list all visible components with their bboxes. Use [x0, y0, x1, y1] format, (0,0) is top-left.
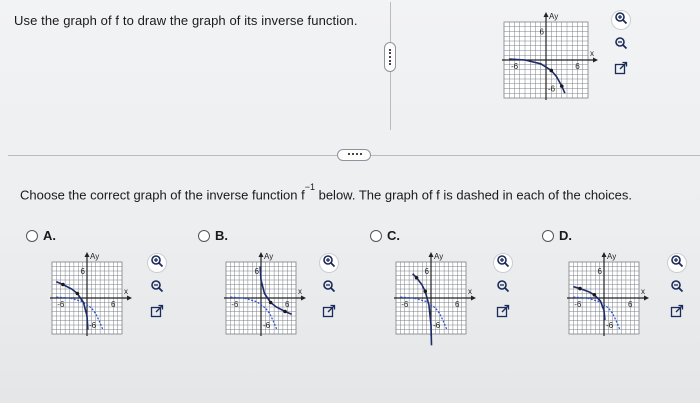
choice-b-zoom-out-button[interactable]	[320, 279, 338, 297]
tick-label-bottom: -6	[263, 321, 271, 330]
zoom-in-icon	[670, 254, 684, 273]
graph-point	[269, 301, 273, 305]
zoom-out-icon	[150, 279, 164, 298]
choice-b-tools	[320, 254, 338, 329]
tick-label-right: 6	[575, 62, 580, 71]
coordinate-grid	[222, 250, 312, 346]
x-axis-label: x	[468, 287, 472, 296]
choice-c-tools	[494, 254, 512, 329]
graph-point	[549, 69, 553, 73]
tick-label-top: 6	[597, 267, 602, 276]
zoom-in-icon	[150, 254, 164, 273]
choice-b[interactable]	[198, 228, 228, 243]
choice-a-label: A.	[43, 228, 56, 243]
tick-label-left: -6	[231, 300, 239, 309]
zoom-in-icon	[322, 254, 336, 273]
choice-d-graph	[565, 250, 655, 346]
zoom-out-button[interactable]	[612, 36, 630, 54]
graph-point	[593, 293, 597, 297]
graph-point	[61, 283, 65, 287]
choice-d-tools	[668, 254, 686, 329]
tick-label-left: -6	[57, 300, 65, 309]
main-graph-tools	[612, 11, 630, 86]
choice-c-zoom-in-button[interactable]	[494, 254, 512, 272]
y-axis-label: Ay	[90, 252, 100, 261]
choice-d-popout-button[interactable]	[668, 304, 686, 322]
tick-label-right: 6	[111, 300, 116, 309]
radio-c[interactable]	[370, 230, 382, 242]
horizontal-splitter-handle[interactable]	[337, 149, 371, 161]
y-axis-label: Ay	[264, 252, 274, 261]
zoom-in-icon	[496, 254, 510, 273]
choice-c-graph	[392, 250, 482, 346]
tick-label-bottom: -6	[89, 321, 97, 330]
instruction-suffix: below. The graph of f is dashed in each of the choices.	[314, 187, 633, 203]
vertical-splitter-handle[interactable]	[384, 42, 396, 72]
choice-a-popout-button[interactable]	[148, 304, 166, 322]
x-axis-label: x	[124, 287, 128, 296]
inverse-superscript: −1	[304, 182, 315, 192]
zoom-in-button[interactable]	[612, 11, 630, 29]
zoom-out-icon	[496, 279, 510, 298]
choice-c[interactable]	[370, 228, 400, 243]
choice-d[interactable]	[542, 228, 572, 243]
graph-point	[560, 84, 564, 88]
coordinate-grid	[392, 250, 482, 346]
choice-a-zoom-out-button[interactable]	[148, 279, 166, 297]
x-axis-label: x	[298, 287, 302, 296]
y-axis-label: Ay	[549, 12, 559, 21]
tick-label-top: 6	[254, 267, 259, 276]
graph-point	[423, 289, 427, 293]
choice-d-zoom-out-button[interactable]	[668, 279, 686, 297]
tick-label-right: 6	[455, 300, 460, 309]
choice-c-popout-button[interactable]	[494, 304, 512, 322]
choice-b-popout-button[interactable]	[320, 304, 338, 322]
tick-label-right: 6	[628, 300, 633, 309]
tick-label-right: 6	[285, 300, 290, 309]
y-axis-label: Ay	[607, 252, 617, 261]
zoom-out-icon	[322, 279, 336, 298]
popout-icon	[322, 304, 336, 323]
choice-b-zoom-in-button[interactable]	[320, 254, 338, 272]
choice-b-label: B.	[215, 228, 228, 243]
choice-a[interactable]	[26, 228, 56, 243]
main-graph	[500, 10, 604, 110]
radio-a[interactable]	[26, 230, 38, 242]
coordinate-grid	[565, 250, 655, 346]
popout-icon	[496, 304, 510, 323]
coordinate-grid	[500, 10, 604, 110]
popout-icon	[670, 304, 684, 323]
tick-label-top: 6	[80, 267, 85, 276]
choice-d-zoom-in-button[interactable]	[668, 254, 686, 272]
graph-point	[578, 287, 582, 291]
zoom-out-icon	[670, 279, 684, 298]
choice-d-label: D.	[559, 228, 572, 243]
popout-icon	[614, 61, 628, 80]
tick-label-bottom: -6	[433, 321, 441, 330]
choice-c-zoom-out-button[interactable]	[494, 279, 512, 297]
graph-point	[415, 276, 419, 280]
tick-label-left: -6	[401, 300, 409, 309]
zoom-out-icon	[614, 36, 628, 55]
tick-label-left: -6	[510, 62, 519, 71]
y-axis-label: Ay	[434, 252, 444, 261]
choice-a-zoom-in-button[interactable]	[148, 254, 166, 272]
choice-a-tools	[148, 254, 166, 329]
coordinate-grid	[48, 250, 138, 346]
x-axis-label: x	[590, 49, 594, 58]
tick-label-top: 6	[539, 27, 544, 37]
radio-b[interactable]	[198, 230, 210, 242]
choice-a-graph	[48, 250, 138, 346]
popout-icon	[150, 304, 164, 323]
instruction-text	[20, 182, 633, 203]
choice-c-label: C.	[387, 228, 400, 243]
instruction-prefix: Choose the correct graph of the inverse function f	[20, 187, 305, 203]
popout-button[interactable]	[612, 61, 630, 79]
tick-label-left: -6	[574, 300, 582, 309]
radio-d[interactable]	[542, 230, 554, 242]
zoom-in-icon	[614, 11, 628, 30]
choice-b-graph	[222, 250, 312, 346]
graph-point	[283, 310, 287, 314]
x-axis-label: x	[641, 287, 645, 296]
tick-label-bottom: -6	[606, 321, 614, 330]
graph-point	[76, 292, 80, 296]
tick-label-top: 6	[424, 267, 429, 276]
question-text: Use the graph of f to draw the graph of its inverse function.	[14, 13, 358, 28]
tick-label-bottom: -6	[548, 84, 556, 94]
